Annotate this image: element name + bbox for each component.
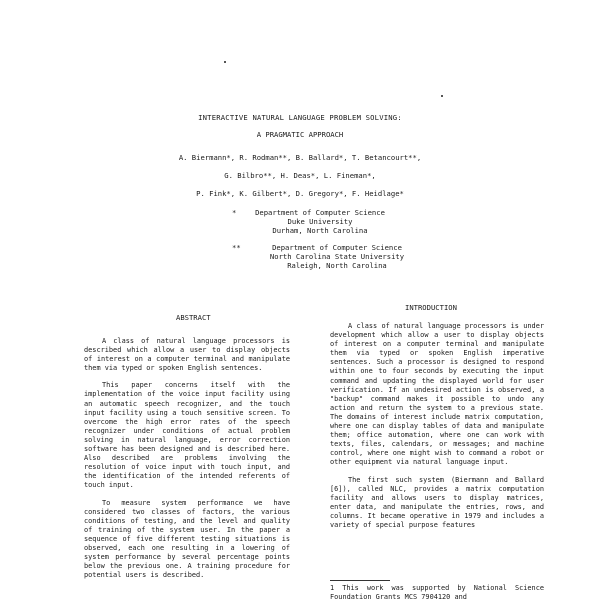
affiliation-mark-1: *	[232, 208, 237, 217]
abstract-column	[84, 337, 290, 597]
introduction-heading: INTRODUCTION	[405, 303, 457, 312]
footnote	[330, 584, 544, 600]
abstract-paragraph-1: A class of natural language processors is described which allow a user to display objects of interest on a computer terminal and manipulate them via typed or spoken English sentences.	[84, 337, 290, 373]
affiliation-2-line-1: Department of Computer Science	[272, 243, 402, 252]
introduction-paragraph-1: A class of natural language processors is under development which allow a user to display objects of interest on a computer terminal and manipulate them via typed or spoken English imperative sentences. Such a processor is designed to respond within one to four seconds by executing the input command and updating the displayed world for user verification. If an undesired action is observed, a "backup" command makes it possible to undo any action and return the system to a previous state. The domains of interest include matrix computation, where one can display tables of data and manipulate them; office automation, where one can work with texts, files, calendars, or messages; and machine control, where one might wish to command a robot or other equipment via natural language input.	[330, 322, 544, 467]
footnote-rule	[330, 580, 390, 581]
affiliation-1-line-1: Department of Computer Science	[255, 208, 385, 217]
paper-subtitle: A PRAGMATIC APPROACH	[256, 130, 344, 139]
scan-speck	[224, 61, 226, 63]
affiliation-1-line-2: Duke University	[287, 217, 353, 226]
abstract-heading: ABSTRACT	[176, 313, 211, 322]
abstract-paragraph-2: This paper concerns itself with the implementation of the voice input facility using an automatic speech recognizer, and the touch input facility using a touch sensitive screen. To overcome the high error rates of the speech recognizer under conditions of actual problem solving in natural language, error correction software has been designed and is described here. Also described are problems involving the resolution of voice input with touch input, and the identification of the intended referents of touch input.	[84, 381, 290, 490]
affiliation-2-line-2: North Carolina State University	[269, 252, 405, 261]
author-line-2: G. Bilbro**, H. Deas*, L. Fineman*,	[224, 171, 376, 180]
introduction-paragraph-2: The first such system (Biermann and Ballard [6]), called NLC, provides a matrix computation facility and allows users to display matrices, enter data, and manipulate the entries, rows, and columns. It became operative in 1979 and includes a variety of special purpose features	[330, 475, 544, 529]
abstract-paragraph-3: To measure system performance we have considered two classes of factors, the various conditions of testing, and the level and quality of training of the system user. In the paper a sequence of five different testing situations is observed, each one resulting in a lowering of system performance by several percentage points below the previous one. A training procedure for potential users is described.	[84, 498, 290, 580]
scan-speck	[441, 95, 443, 97]
footnote-text: 1 This work was supported by National Science Foundation Grants MCS 7904120 and	[330, 584, 544, 600]
author-line-1: A. Biermann*, R. Rodman**, B. Ballard*, T. Betancourt**,	[178, 153, 422, 162]
affiliation-2-line-3: Raleigh, North Carolina	[287, 261, 387, 270]
author-line-3: P. Fink*, K. Gilbert*, D. Gregory*, F. Heidlage*	[196, 189, 404, 198]
paper-title: INTERACTIVE NATURAL LANGUAGE PROBLEM SOLVING:	[198, 113, 402, 122]
affiliation-mark-2: **	[232, 243, 241, 252]
introduction-column	[330, 322, 544, 562]
affiliation-1-line-3: Durham, North Carolina	[272, 226, 368, 235]
